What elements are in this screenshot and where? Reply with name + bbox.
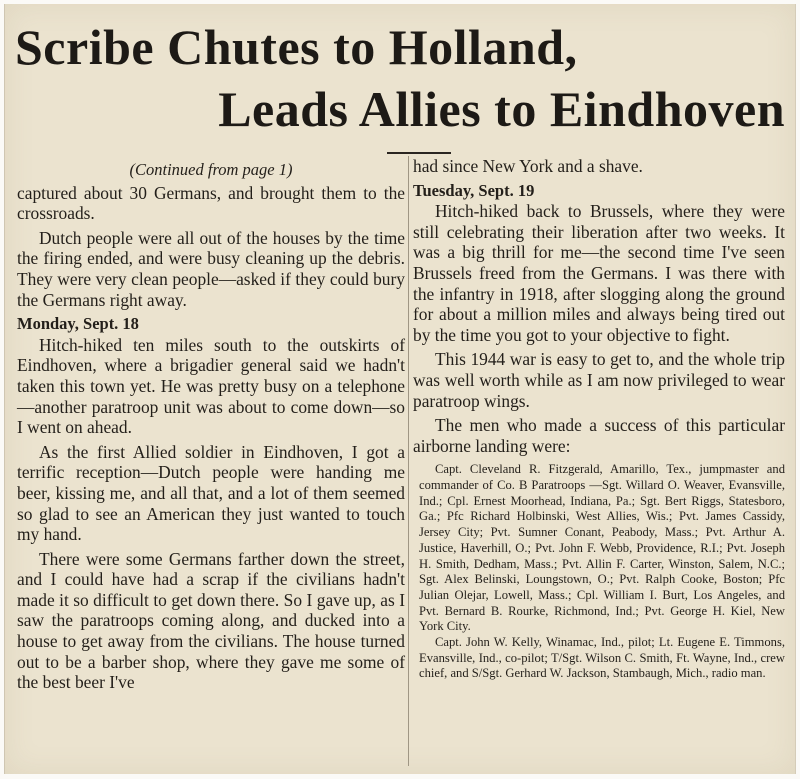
paragraph: Dutch people were all out of the houses by the time the firing ended, and were busy cleaning up the debris. They were very clean people—asked if they could bury the Germans right away. bbox=[17, 227, 405, 310]
continued-from-note: (Continued from page 1) bbox=[129, 160, 293, 179]
column-divider bbox=[408, 156, 409, 766]
headline-line-2: Leads Allies to Eindhoven bbox=[218, 81, 785, 137]
paragraph: As the first Allied soldier in Eindhoven, I got a terrific reception—Dutch people were handing me beer, kissing me, and all that, and a lot of them seemed so glad to see an American they just wanted to touch my hand. bbox=[17, 441, 405, 545]
dateline-monday: Monday, Sept. 18 bbox=[17, 314, 139, 334]
dateline-tuesday: Tuesday, Sept. 19 bbox=[413, 180, 535, 200]
aircrew-names: Capt. John W. Kelly, Winamac, Ind., pilot; Lt. Eugene E. Timmons, Evansville, Ind., co-pilot; T/Sgt. Wilson C. Smith, Ft. Wayne, Ind., crew chief, and S/Sgt. Gerhard W. Jackson, Stambaugh, Mich., radio man. bbox=[419, 635, 785, 681]
right-column bbox=[413, 156, 785, 682]
paragraph: This 1944 war is easy to get to, and the whole trip was well worth while as I am now privileged to wear paratroop wings. bbox=[413, 349, 785, 411]
headline-rule bbox=[387, 152, 451, 154]
paragraph: had since New York and a shave. bbox=[413, 156, 643, 176]
paragraph: captured about 30 Germans, and brought them to the crossroads. bbox=[17, 182, 405, 224]
headline-line-1: Scribe Chutes to Holland, bbox=[15, 19, 578, 75]
crew-name-list bbox=[413, 462, 785, 682]
paratroop-names: Capt. Cleveland R. Fitzgerald, Amarillo, Tex., jumpmaster and commander of Co. B Paratroops —Sgt. Willard O. Weaver, Evansville, Ind.; Cpl. Ernest Moorhead, Indiana, Pa.; Sgt. Bert Riggs, Statesboro, Ga.; Pfc Richard Holbinski, West Allies, Wis.; Pvt. James Cassidy, Jersey City; Pvt. Sumner Conant, Peabody, Mass.; Pvt. Arthur A. Justice, Haverhill, O.; Pvt. John F. Webb, Providence, R.I.; Pvt. Joseph H. Smith, Dedham, Mass.; Pvt. Allin F. Carter, Winston, Salem, N.C.; Sgt. Alex Belinski, Loungstown, O.; Pvt. Ralph Cooke, Boston; Pfc Julian Olejar, Lowell, Mass.; Cpl. William I. Burt, Los Angeles, and Pvt. Bernard B. Rourke, Richmond, Ind.; Pvt. George H. Kiel, New York City. bbox=[419, 462, 785, 634]
paragraph: Hitch-hiked back to Brussels, where they were still celebrating their liberation after two weeks. It was a big thrill for me—the second time I've seen Brussels freed from the Germans. I was there with the infantry in 1918, after slogging along the ground for about a million miles and always being tired out by the time you got to your objective to fight. bbox=[413, 201, 785, 345]
paragraph: The men who made a success of this particular airborne landing were: bbox=[413, 415, 785, 456]
newspaper-clipping bbox=[4, 4, 796, 774]
paragraph: There were some Germans farther down the street, and I could have had a scrap if the civilians hadn't made it so difficult to get down there. So I gave up, as I saw the paratroops coming along, and ducked into a house to get away from the civilians. The house turned out to be a barber shop, where they gave me some of the best beer I've bbox=[17, 548, 405, 693]
paragraph: Hitch-hiked ten miles south to the outskirts of Eindhoven, where a brigadier general said we hadn't taken this town yet. He was pretty busy on a telephone —another paratroop unit was about to come down—so I went on ahead. bbox=[17, 334, 405, 438]
left-column bbox=[17, 156, 405, 697]
